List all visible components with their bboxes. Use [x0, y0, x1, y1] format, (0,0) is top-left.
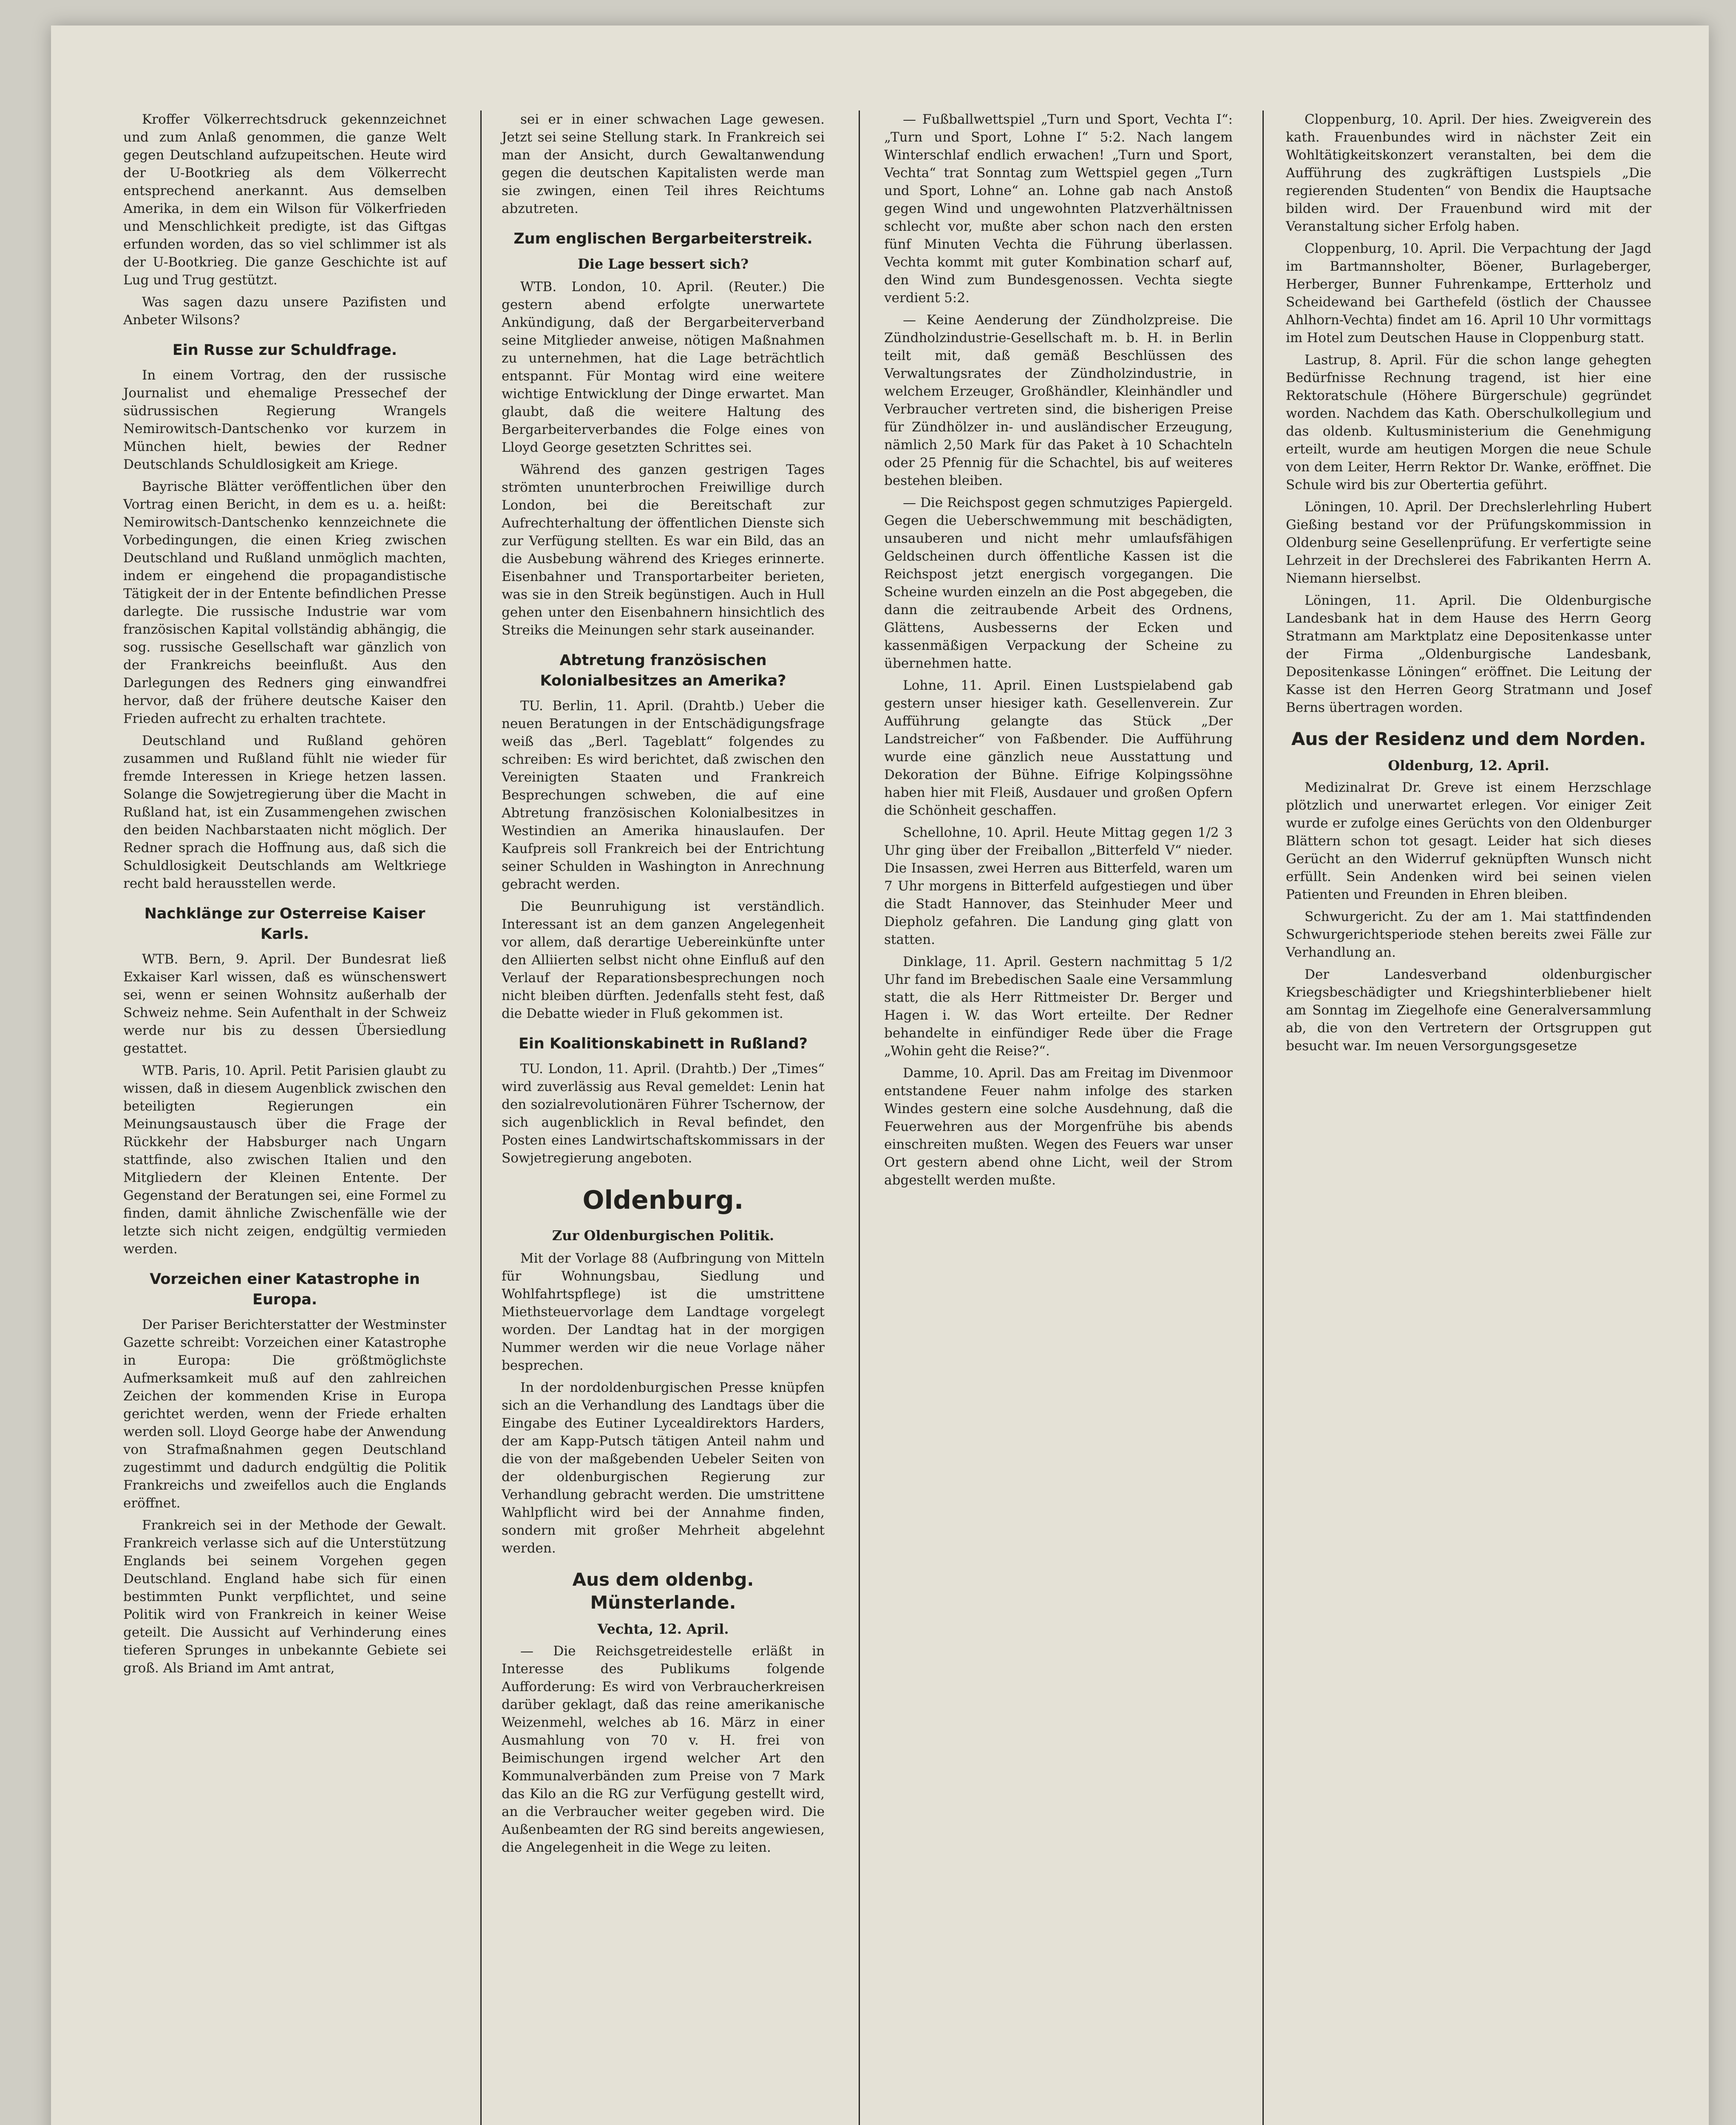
- article-text: — Keine Aenderung der Zündholzpreise. Die Zündholzindustrie-Gesellschaft m. b. H. in Berlin teilt mit, daß gemäß Beschlüssen des Verwaltungsrates der Zündholzindustrie, in welchem Erzeuger, Großhändler, Kleinhändler und Verbraucher vertreten sind, die bisherigen Preise für Zündhölzer in- und ausländischer Erzeugung, nämlich 2,50 Mark für das Paket à 10 Schachteln oder 25 Pfennig für die Schachtel, bis auf weiteres bestehen bleiben.: [884, 312, 1233, 488]
- article-headline: Vorzeichen einer Katastrophe in Europa.: [150, 1271, 420, 1308]
- column-divider: [859, 110, 860, 2125]
- article-text: Mit der Vorlage 88 (Aufbringung von Mitteln für Wohnungsbau, Siedlung und Wohlfahrtspflege) ist die umstrittene Miethsteuervorlage dem Landtage vorgelegt worden. Der Landtag hat in der morgigen Nummer werden wir die neue Vorlage näher besprechen.: [502, 1251, 825, 1373]
- dateline: Oldenburg, 12. April.: [1388, 757, 1549, 774]
- column-3: [884, 110, 1233, 1193]
- section-headline: Oldenburg.: [582, 1185, 744, 1215]
- article-text: Die Beunruhigung ist verständlich. Interessant ist an dem ganzen Angelegenheit vor allem, daß derartige Uebereinkünfte unter den Alliierten selbst nicht ohne Einfluß auf den Verlauf der Reparationsbesprechungen noch nicht bleiben dürften. Jedenfalls steht fest, daß die Debatte wieder in Fluß gekommen ist.: [502, 899, 825, 1021]
- column-divider: [1262, 110, 1264, 2125]
- article-text: Cloppenburg, 10. April. Der hies. Zweigverein des kath. Frauenbundes wird in nächster Zeit ein Wohltätigkeitskonzert veranstalten, bei dem die Aufführung des zugkräftigen Lustspiels „Die regierenden Studenten“ von Bendix die Hauptsache bilden wird. Der Frauenbund wird mit der Veranstaltung sicher Erfolg haben.: [1286, 112, 1651, 234]
- article-text: Dinklage, 11. April. Gestern nachmittag 5 1/2 Uhr fand im Brebedischen Saale eine Versammlung statt, die als Herr Rittmeister Dr. Berger und Hagen i. W. das Wort erteilte. Der Redner behandelte in einfündiger Rede über die Frage „Wohin geht die Reise?“.: [884, 954, 1233, 1059]
- article-headline: Ein Russe zur Schuldfrage.: [172, 342, 397, 359]
- article-subheadline: Die Lage bessert sich?: [577, 256, 749, 272]
- article-text: In der nordoldenburgischen Presse knüpfen sich an die Verhandlung des Landtags über die Eingabe des Eutiner Lycealdirektors Harders, der am Kapp-Putsch tätigen Anteil nahm und die von der maßgebenden Uebeler Seiten von der oldenburgischen Regierung zur Verhandlung gebracht werden. Die umstrittene Wahlpflicht wird bei der Annahme finden, sondern mit großer Mehrheit abgelehnt werden.: [502, 1380, 825, 1556]
- article-text: Lastrup, 8. April. Für die schon lange gehegten Bedürfnisse Rechnung tragend, ist hier eine Rektoratschule (Höhere Bürgerschule) gegründet worden. Nachdem das Kath. Oberschulkollegium und das oldenb. Kultusministerium die Genehmigung erteilt, wurde am heutigen Morgen die neue Schule von dem Leiter, Herrn Rektor Dr. Wanke, eröffnet. Die Schule wird bis zur Obertertia geführt.: [1286, 352, 1651, 493]
- newspaper-page: [51, 26, 1709, 2125]
- article-text: Schellohne, 10. April. Heute Mittag gegen 1/2 3 Uhr ging über der Freiballon „Bitterfeld V“ nieder. Die Insassen, zwei Herren aus Bitterfeld, waren um 7 Uhr morgens in Bitterfeld aufgestiegen und über die Stadt Hannover, das Steinhuder Meer und Diepholz gefahren. Die Landung ging glatt von statten.: [884, 825, 1233, 947]
- article-text: Lohne, 11. April. Einen Lustspielabend gab gestern unser hiesiger kath. Gesellenverein. Zur Aufführung gelangte das Stück „Der Landstreicher“ von Faßbender. Die Aufführung wurde eine gänzlich neue Ausstattung und Dekoration der Bühne. Eifrige Kolpingssöhne haben hier mit Fleiß, Ausdauer und großen Opfern die Schönheit geschaffen.: [884, 678, 1233, 818]
- article-text: Medizinalrat Dr. Greve ist einem Herzschlage plötzlich und unerwartet erlegen. Vor einiger Zeit wurde er zufolge eines Gerüchts von den Oldenburger Blättern schon tot gesagt. Leider hat sich dieses Gerücht an den Widerruf geknüpften Wunsch nicht erfüllt. Sein Andenken wird bei seinen vielen Patienten und Freunden in Ehren bleiben.: [1286, 780, 1651, 902]
- article-text: Deutschland und Rußland gehören zusammen und Rußland fühlt nie wieder für fremde Interessen in Kriege hetzen lassen. Solange die Sowjetregierung über die Macht in Rußland hat, ist ein Zusammengehen zwischen den beiden Nachbarstaaten nicht möglich. Der Redner sprach die Hoffnung aus, daß sich die Schuldlosigkeit Deutschlands am Weltkriege recht bald herausstellen werde.: [123, 733, 446, 891]
- column-1: [123, 110, 446, 1681]
- article-headline: Zum englischen Bergarbeiterstreik.: [513, 230, 813, 247]
- article-text: Löningen, 10. April. Der Drechslerlehrling Hubert Gießing bestand vor der Prüfungskommission in Oldenburg seine Gesellenprüfung. Er verfertigte seine Lehrzeit in der Drechslerei des Fabrikanten Herrn A. Niemann hierselbst.: [1286, 499, 1651, 586]
- section-subheadline: Zur Oldenburgischen Politik.: [552, 1227, 774, 1244]
- article-text: — Die Reichspost gegen schmutziges Papiergeld. Gegen die Ueberschwemmung mit beschädigten, unsauberen und nicht mehr umlaufsfähigen Geldscheinen durch öffentliche Kassen ist die Reichspost jetzt energisch vorgegangen. Die Scheine wurden einzeln an die Post abgegeben, die dann die zeitraubende Arbeit des Ordnens, Glättens, Ausbesserns der Ecken und kassenmäßigen Verpackung der Scheine zu übernehmen hatte.: [884, 495, 1233, 671]
- article-text: Kroffer Völkerrechtsdruck gekennzeichnet und zum Anlaß genommen, die ganze Welt gegen Deutschland aufzupeitschen. Heute wird der U-Bootkrieg als dem Völkerrecht entsprechend anerkannt. Aus demselben Amerika, in dem ein Wilson für Völkerfrieden und Menschlichkeit predigte, ist das Giftgas erfunden worden, das so viel schlimmer ist als der U-Bootkrieg. Die ganze Geschichte ist auf Lug und Trug gestützt.: [123, 112, 446, 288]
- article-text: TU. Berlin, 11. April. (Drahtb.) Ueber die neuen Beratungen in der Entschädigungsfrage weiß das „Berl. Tageblatt“ folgendes zu schreiben: Es wird berichtet, daß zwischen den Vereinigten Staaten und Frankreich Besprechungen schweben, die auf eine Abtretung französischen Kolonialbesitzes in Westindien an Amerika hinauslaufen. Der Kaufpreis soll Frankreich bei der Entrichtung seiner Schulden in Washington in Anrechnung gebracht werden.: [502, 698, 825, 892]
- article-text: Cloppenburg, 10. April. Die Verpachtung der Jagd im Bartmannsholter, Böener, Burlageberger, Herberger, Bunner Fuhrenkampe, Ertterholz und Scheidewand bei Garthefeld (östlich der Chaussee Ahlhorn-Vechta) findet am 16. April 10 Uhr vormittags im Hotel zum Deutschen Hause in Cloppenburg statt.: [1286, 241, 1651, 346]
- article-text: WTB. London, 10. April. (Reuter.) Die gestern abend erfolgte unerwartete Ankündigung, daß der Bergarbeiterverband seine Mitglieder anweise, nötigen Maßnahmen zu unternehmen, hat die Lage beträchtlich entspannt. Für Montag wird eine weitere wichtige Entwicklung der Dinge erwartet. Man glaubt, daß die weitere Haltung des Bergarbeiterverbandes die Folge eines von Lloyd George gesetzten Schrittes sei.: [502, 279, 825, 455]
- dateline: Vechta, 12. April.: [597, 1621, 729, 1637]
- article-text: Schwurgericht. Zu der am 1. Mai stattfindenden Schwurgerichtsperiode stehen bereits zwei Fälle zur Verhandlung an.: [1286, 909, 1651, 960]
- article-text: Löningen, 11. April. Die Oldenburgische Landesbank hat in dem Hause des Herrn Georg Stratmann am Marktplatz eine Depositenkasse unter der Firma „Oldenburgische Landesbank, Depositenkasse Löningen“ eröffnet. Die Leitung der Kasse ist den Herren Georg Stratmann und Josef Berns übertragen worden.: [1286, 593, 1651, 715]
- article-headline: Ein Koalitionskabinett in Rußland?: [519, 1035, 808, 1052]
- article-text: Was sagen dazu unsere Pazifisten und Anbeter Wilsons?: [123, 295, 446, 328]
- article-text: sei er in einer schwachen Lage gewesen. Jetzt sei seine Stellung stark. In Frankreich sei man der Ansicht, durch Gewaltanwendung gegen die deutschen Kapitalisten werde man sie zwingen, einen Teil ihres Reichtums abzutreten.: [502, 112, 825, 216]
- article-text: Damme, 10. April. Das am Freitag im Divenmoor entstandene Feuer nahm infolge des starken Windes gestern eine solche Ausdehnung, daß die Feuerwehren aus der Morgenfrühe bis abends einschreiten mußten. Wegen des Feuers war unser Ort gestern abend ohne Licht, weil der Strom abgestellt werden mußte.: [884, 1065, 1233, 1188]
- column-divider: [480, 110, 482, 2125]
- article-text: WTB. Bern, 9. April. Der Bundesrat ließ Exkaiser Karl wissen, daß es wünschenswert sei, wenn er seinen Wohnsitz außerhalb der Schweiz nehme. Sein Aufenthalt in der Schweiz werde nur bis zu dessen Übersiedlung gestattet.: [123, 952, 446, 1056]
- article-text: Während des ganzen gestrigen Tages strömten ununterbrochen Freiwillige durch London, bei die Bereitschaft zur Aufrechterhaltung der öffentlichen Dienste sich zur Verfügung stellten. Es war ein Bild, das an die Ausbebung während des Krieges erinnerte. Eisenbahner und Transportarbeiter berieten, was sie in den Streik begünstigen. Auch in Hull gehen unter den Eisenbahnern hinsichtlich des Streiks die Meinungen sehr stark auseinander.: [502, 462, 825, 638]
- section-headline: Aus der Residenz und dem Norden.: [1291, 728, 1646, 749]
- section-headline: Aus dem oldenbg. Münsterlande.: [572, 1569, 754, 1613]
- article-text: In einem Vortrag, den der russische Journalist und ehemalige Pressechef der südrussischen Regierung Wrangels Nemirowitsch-Dantschenko vor kurzem in München hielt, bewies der Redner Deutschlands Schuldlosigkeit am Kriege.: [123, 368, 446, 472]
- article-headline: Nachklänge zur Osterreise Kaiser Karls.: [144, 905, 425, 943]
- column-2: [502, 110, 825, 1861]
- article-text: Der Pariser Berichterstatter der Westminster Gazette schreibt: Vorzeichen einer Katastrophe in Europa: Die größtmöglichste Aufmerksamkeit muß auf den zahlreichen Zeichen der kommenden Krise in Europa gerichtet werden, wenn der Friede erhalten werden soll. Lloyd George habe der Anwendung von Strafmaßnahmen gegen Deutschland zugestimmt und dadurch endgültig die Politik Frankreichs und zweifellos auch die Englands eröffnet.: [123, 1317, 446, 1511]
- article-text: TU. London, 11. April. (Drahtb.) Der „Times“ wird zuverlässig aus Reval gemeldet: Lenin hat den sozialrevolutionären Führer Tschernow, der sich augenblicklich in Reval befindet, den Posten eines Landwirtschaftskommissars in der Sowjetregierung angeboten.: [502, 1061, 825, 1166]
- article-text: WTB. Paris, 10. April. Petit Parisien glaubt zu wissen, daß in diesem Augenblick zwischen den beteiligten Regierungen ein Meinungsaustausch über die Frage der Rückkehr der Habsburger nach Ungarn stattfinde, also zwischen Italien und den Mitgliedern der Kleinen Entente. Der Gegenstand der Beratungen sei, eine Formel zu finden, damit ähnliche Zwischenfälle wie der letzte sich nicht zeigen, endgültig vermieden werden.: [123, 1063, 446, 1257]
- article-text: Der Landesverband oldenburgischer Kriegsbeschädigter und Kriegshinterbliebener hielt am Sonntag im Ziegelhofe eine Generalversammlung ab, die von den Vertretern der Ortsgruppen gut besucht war. Im neuen Versorgungsgesetze: [1286, 967, 1651, 1054]
- article-headline: Abtretung französischen Kolonialbesitzes an Amerika?: [540, 652, 786, 689]
- article-text: Frankreich sei in der Methode der Gewalt. Frankreich verlasse sich auf die Unterstützung Englands bei seinem Vorgehen gegen Deutschland. England habe sich für einen bestimmten Punkt verpflichtet, und seine Politik wird von Frankreich in keiner Weise geteilt. Die Aussicht auf Verhinderung eines tieferen Sprunges in unbekannte Gebiete sei groß. Als Briand im Amt antrat,: [123, 1518, 446, 1676]
- article-text: Bayrische Blätter veröffentlichen über den Vortrag einen Bericht, in dem es u. a. heißt: Nemirowitsch-Dantschenko kennzeichnete die Vorbedingungen, die einen Krieg zwischen Deutschland und Rußland unmöglich machten, indem er eingehend die propagandistische Tätigkeit der in der Entente befindlichen Presse darlegte. Die russische Industrie war vom französischen Kapital vollständig abhängig, die sog. russische Gesellschaft war gänzlich von der Frankreichs beeinflußt. Aus den Darlegungen des Redners ging einwandfrei hervor, daß der frühere deutsche Kaiser den Frieden aufrecht zu erhalten trachtete.: [123, 479, 446, 726]
- column-4: [1286, 110, 1651, 1059]
- article-text: — Die Reichsgetreidestelle erläßt in Interesse des Publikums folgende Aufforderung: Es wird von Verbraucherkreisen darüber geklagt, daß das reine amerikanische Weizenmehl, welches ab 16. März in einer Ausmahlung von 70 v. H. frei von Beimischungen irgend welcher Art den Kommunalverbänden zum Preise von 7 Mark das Kilo an die RG zur Verfügung gestellt wird, an die Verbraucher weiter gegeben wird. Die Außenbeamten der RG sind bereits angewiesen, die Angelegenheit in die Wege zu leiten.: [502, 1643, 825, 1855]
- article-text: — Fußballwettspiel „Turn und Sport, Vechta I“: „Turn und Sport, Lohne I“ 5:2. Nach langem Winterschlaf endlich erwachen! „Turn und Sport, Vechta“ trat Sonntag zum Wettspiel gegen „Turn und Sport, Lohne“ an. Lohne gab nach Anstoß gegen Wind und ungewohnten Platzverhältnissen schlecht vor, mußte aber schon nach den ersten fünf Minuten Vechta die Führung überlassen. Vechta kommt mit guter Kombination scharf auf, den Wind zum Bundesgenossen. Vechta siegte verdient 5:2.: [884, 112, 1233, 306]
